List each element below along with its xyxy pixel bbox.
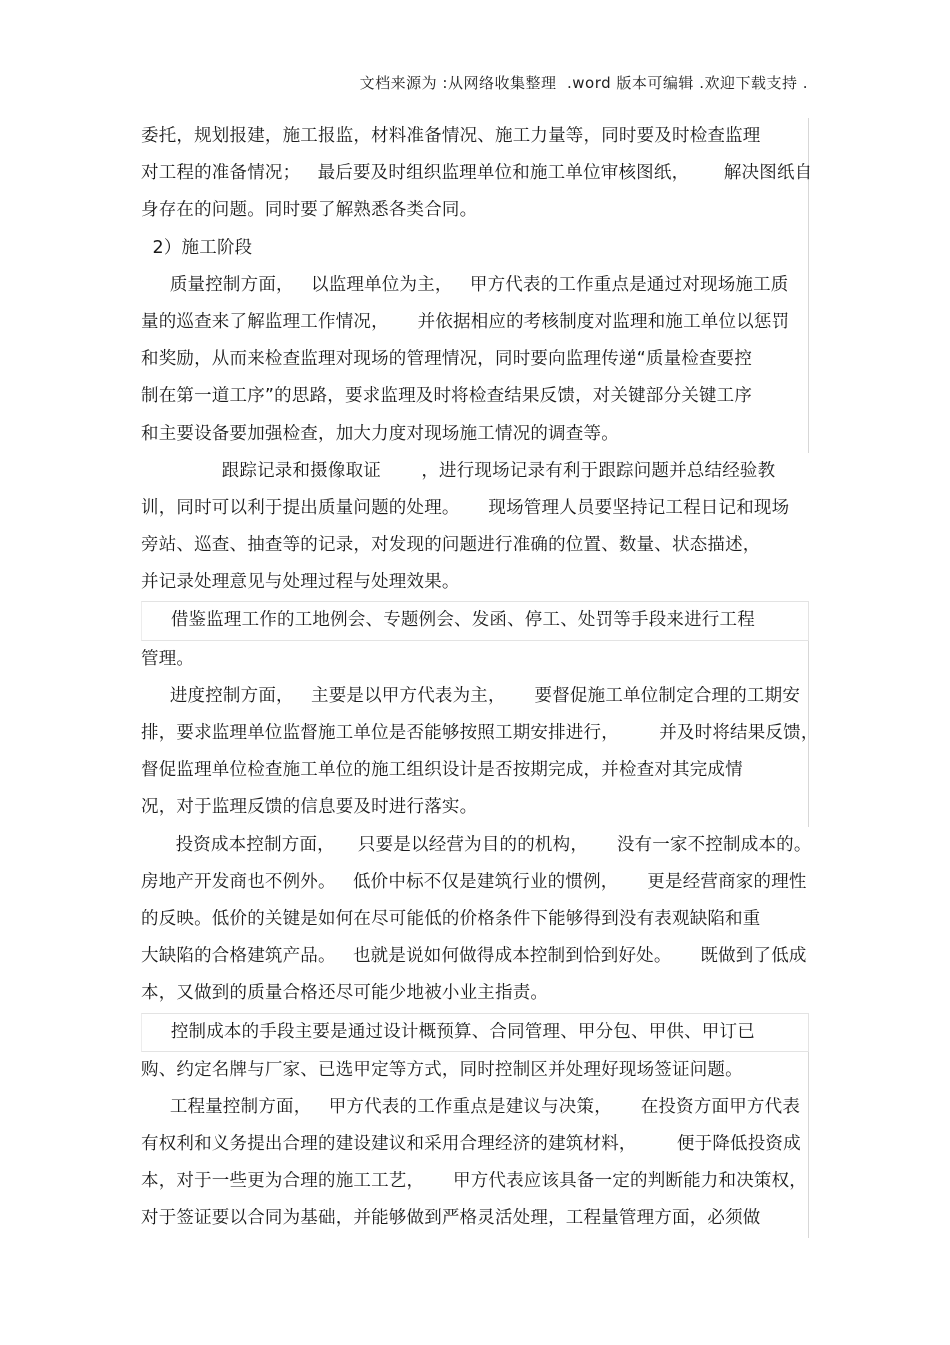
text-line: 本，又做到的质量合格还尽可能少地被小业主指责。	[141, 983, 549, 1004]
text-line: 身存在的问题。同时要了解熟悉各类合同。	[141, 200, 478, 221]
text-block	[141, 827, 812, 1013]
text-line: 并记录处理意见与处理过程与处理效果。	[141, 572, 460, 593]
text-line: 委托，规划报建，施工报监，材料准备情况、施工力量等，同时要及时检查监理	[141, 126, 761, 146]
text-line: 房地产开发商也不例外。 低价中标不仅是建筑行业的惯例， 更是经营商家的理性	[141, 871, 807, 892]
text-line: 和主要设备要加强检查，加大力度对现场施工情况的调查等。	[141, 423, 619, 444]
text-block	[141, 1013, 809, 1052]
text-line: 旁站、巡查、抽查等的记录，对发现的问题进行准确的位置、数量、状态描述，	[141, 535, 761, 556]
text-block	[141, 118, 813, 453]
text-line: 控制成本的手段主要是通过设计概预算、合同管理、甲分包、甲供、甲订已	[142, 1021, 755, 1042]
page-header: 文档来源为 :从网络收集整理 .word 版本可编辑 .欢迎下载支持 .	[359, 74, 808, 92]
text-line: 借鉴监理工作的工地例会、专题例会、发函、停工、处罚等手段来进行工程	[142, 610, 755, 631]
text-line: 有权利和义务提出合理的建设建议和采用合理经济的建筑材料， 便于降低投资成	[141, 1134, 801, 1155]
text-block	[141, 641, 819, 827]
text-line: 对于签证要以合同为基础，并能够做到严格灵活处理，工程量管理方面，必须做	[141, 1208, 761, 1229]
text-line: 况，对于监理反馈的信息要及时进行落实。	[141, 797, 478, 818]
text-block	[141, 453, 809, 602]
text-line: 质量控制方面， 以监理单位为主， 甲方代表的工作重点是通过对现场施工质	[141, 274, 789, 295]
text-line: 管理。	[141, 648, 195, 669]
text-line: 跟踪记录和摄像取证 ，进行现场记录有利于跟踪问题并总结经验教	[141, 460, 776, 481]
document-body	[141, 118, 819, 1238]
text-line: 对工程的准备情况； 最后要及时组织监理单位和施工单位审核图纸， 解决图纸自	[141, 163, 813, 184]
text-line: 工程量控制方面， 甲方代表的工作重点是建议与决策， 在投资方面甲方代表	[141, 1096, 801, 1117]
text-line: 购、约定名牌与厂家、已选甲定等方式，同时控制区并处理好现场签证问题。	[141, 1059, 743, 1080]
text-line: 进度控制方面， 主要是以甲方代表为主， 要督促施工单位制定合理的工期安	[141, 685, 801, 706]
text-line: 训，同时可以利于提出质量问题的处理。 现场管理人员要坚持记工程日记和现场	[141, 497, 790, 518]
text-line: 投资成本控制方面， 只要是以经营为目的的机构， 没有一家不控制成本的。	[141, 834, 812, 855]
text-line: 2）施工阶段	[141, 237, 253, 258]
text-line: 的反映。低价的关键是如何在尽可能低的价格条件下能够得到没有表观缺陷和重	[141, 908, 761, 929]
text-line: 排，要求监理单位监督施工单位是否能够按照工期安排进行， 并及时将结果反馈，	[141, 723, 819, 743]
text-block	[141, 1052, 809, 1238]
text-block	[141, 601, 809, 640]
text-line: 督促监理单位检查施工单位的施工组织设计是否按期完成，并检查对其完成情	[141, 760, 743, 781]
text-line: 本，对于一些更为合理的施工工艺， 甲方代表应该具备一定的判断能力和决策权，	[141, 1171, 808, 1192]
text-line: 大缺陷的合格建筑产品。 也就是说如何做得成本控制到恰到好处。 既做到了低成	[141, 946, 807, 967]
text-line: 量的巡查来了解监理工作情况， 并依据相应的考核制度对监理和施工单位以惩罚	[141, 311, 790, 332]
text-line: 和奖励，从而来检查监理对现场的管理情况，同时要向监理传递“质量检查要控	[141, 349, 753, 370]
text-line: 制在第一道工序”的思路，要求监理及时将检查结果反馈，对关键部分关键工序	[141, 386, 753, 407]
